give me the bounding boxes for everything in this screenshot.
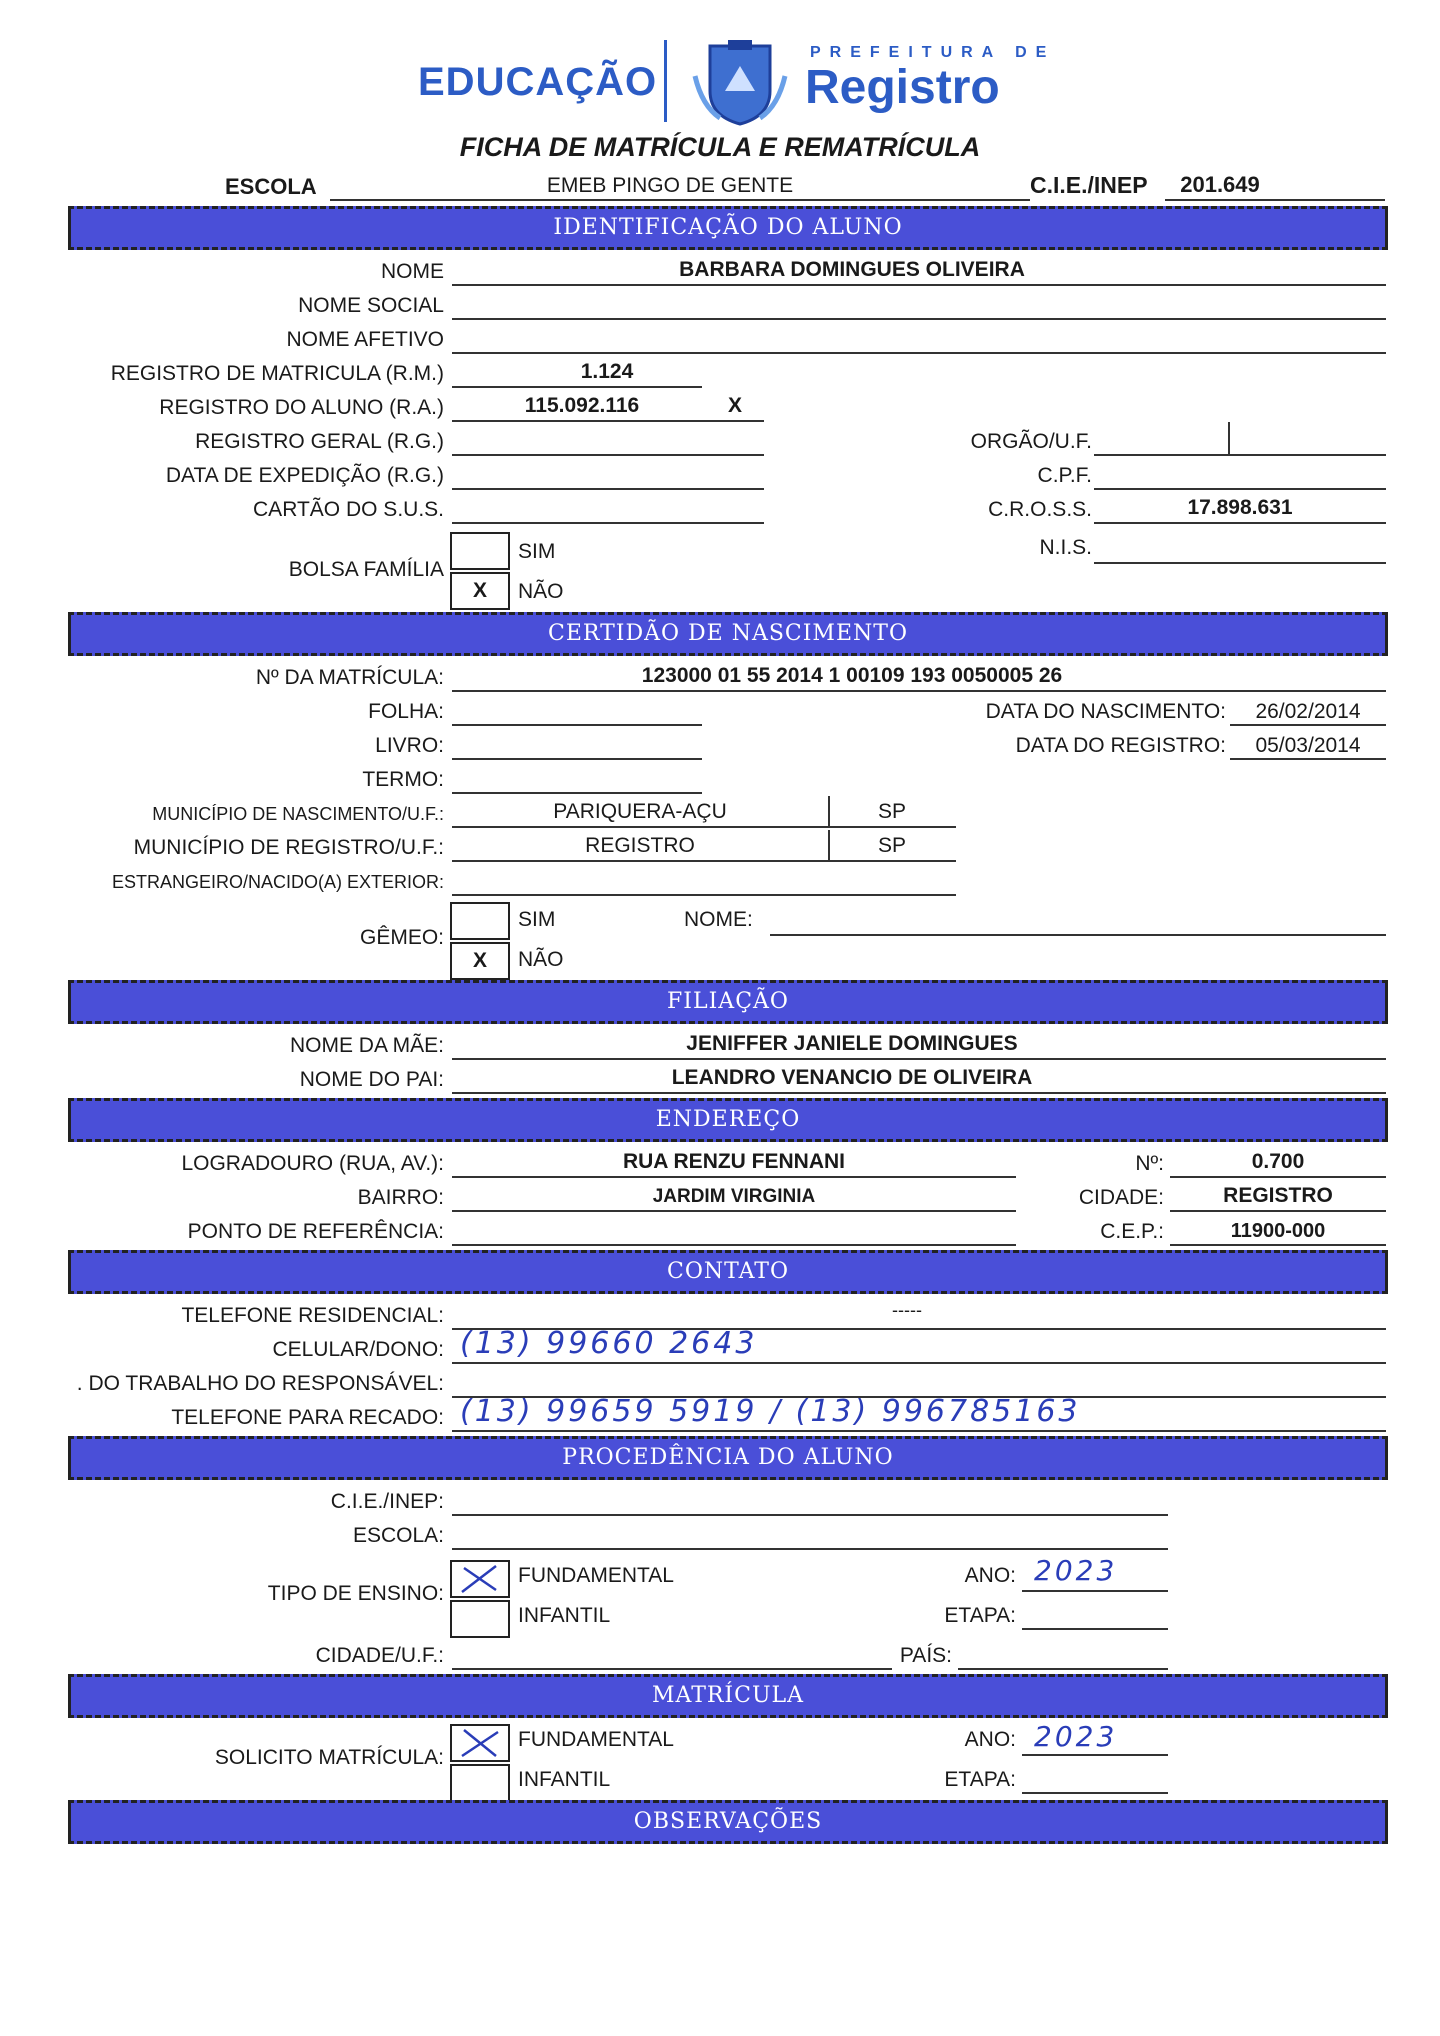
proc-escola-line[interactable] [452, 1548, 1168, 1550]
gemeo-sim-checkbox[interactable] [450, 902, 510, 940]
bairro-value: JARDIM VIRGINIA [652, 1186, 816, 1207]
nome-value: BARBARA DOMINGUES OLIVEIRA [679, 258, 1025, 281]
mat-ano-label: ANO: [964, 1728, 1016, 1751]
logradouro-value: RUA RENZU FENNANI [622, 1150, 846, 1173]
trabalho-label: . DO TRABALHO DO RESPONSÁVEL: [76, 1372, 444, 1395]
mat-ano-value: 2023 [1034, 1720, 1118, 1753]
sus-label: CARTÃO DO S.U.S. [253, 498, 444, 521]
proc-fundamental-label: FUNDAMENTAL [518, 1564, 674, 1587]
section-procedencia: PROCEDÊNCIA DO ALUNO [68, 1436, 1388, 1480]
folha-line[interactable] [452, 724, 702, 726]
bolsa-sim-checkbox[interactable] [450, 532, 510, 570]
bolsa-nao-checkbox[interactable]: X [450, 572, 510, 610]
nome-label: NOME [381, 260, 444, 283]
proc-fundamental-mark [452, 1562, 508, 1596]
ra-label: REGISTRO DO ALUNO (R.A.) [159, 396, 444, 419]
nis-line[interactable] [1094, 562, 1386, 564]
proc-fundamental-checkbox[interactable] [450, 1560, 510, 1598]
rm-value: 1.124 [580, 360, 634, 383]
mun-reg-value: REGISTRO [585, 834, 695, 857]
logradouro-line [452, 1176, 1016, 1178]
cross-value: 17.898.631 [1187, 496, 1293, 519]
cpf-label: C.P.F. [1037, 464, 1092, 487]
celular-label: CELULAR/DONO: [272, 1338, 444, 1361]
proc-ano-line [1022, 1590, 1168, 1592]
gemeo-label: GÊMEO: [359, 926, 444, 949]
celular-value: (13) 99660 2643 [460, 1326, 758, 1361]
estrangeiro-line[interactable] [452, 894, 956, 896]
gemeo-sim-label: SIM [518, 908, 556, 931]
pais-label: PAÍS: [899, 1644, 952, 1667]
rg-line[interactable] [452, 454, 764, 456]
mat-etapa-label: ETAPA: [944, 1768, 1016, 1791]
mat-fundamental-checkbox[interactable] [450, 1724, 510, 1762]
rg-label: REGISTRO GERAL (R.G.) [195, 430, 444, 453]
mun-reg-label: MUNICÍPIO DE REGISTRO/U.F.: [133, 836, 444, 859]
celular-line [452, 1362, 1386, 1364]
expedicao-label: DATA DE EXPEDIÇÃO (R.G.) [165, 464, 444, 487]
solicito-label: SOLICITO MATRÍCULA: [214, 1746, 444, 1769]
mae-value: JENIFFER JANIELE DOMINGUES [686, 1032, 1018, 1055]
section-contato: CONTATO [68, 1250, 1388, 1294]
header [0, 0, 1440, 200]
orgao-line[interactable] [1094, 454, 1386, 456]
residencial-value: ----- [892, 1300, 922, 1320]
mun-nasc-label: MUNICÍPIO DE NASCIMENTO/U.F.: [152, 804, 444, 824]
rm-label: REGISTRO DE MATRICULA (R.M.) [110, 362, 444, 385]
registro-logo-text: Registro [805, 61, 1000, 114]
bairro-label: BAIRRO: [357, 1186, 444, 1209]
escola-value: EMEB PINGO DE GENTE [546, 174, 794, 197]
mat-fundamental-mark [452, 1726, 508, 1760]
cidade-label: CIDADE: [1078, 1186, 1164, 1209]
bolsa-nao-label: NÃO [518, 580, 564, 603]
form-title: FICHA DE MATRÍCULA E REMATRÍCULA [459, 132, 981, 162]
nascimento-line [1230, 724, 1386, 726]
rm-line [452, 386, 702, 388]
referencia-line[interactable] [452, 1244, 1016, 1246]
numero-label: Nº: [1135, 1152, 1164, 1175]
residencial-label: TELEFONE RESIDENCIAL: [181, 1304, 444, 1327]
termo-line[interactable] [452, 792, 702, 794]
mun-reg-uf: SP [877, 834, 906, 857]
nome-line [452, 284, 1386, 286]
proc-inep-label: C.I.E./INEP: [330, 1490, 444, 1513]
escola-label: ESCOLA [225, 174, 317, 199]
inep-label: C.I.E./INEP [1030, 172, 1148, 198]
nome-afetivo-line[interactable] [452, 352, 1386, 354]
nome-social-label: NOME SOCIAL [298, 294, 444, 317]
mae-label: NOME DA MÃE: [289, 1034, 444, 1057]
certidao-matricula-label: Nº DA MATRÍCULA: [255, 666, 444, 689]
mat-fundamental-label: FUNDAMENTAL [518, 1728, 674, 1751]
pai-label: NOME DO PAI: [299, 1068, 444, 1091]
ra-digit: X [727, 394, 742, 417]
nascimento-value: 26/02/2014 [1255, 700, 1361, 723]
cross-line [1094, 522, 1386, 524]
inep-value: 201.649 [1180, 172, 1260, 197]
cep-label: C.E.P.: [1100, 1220, 1164, 1243]
section-endereco: ENDEREÇO [68, 1098, 1388, 1142]
mat-etapa-line[interactable] [1022, 1792, 1168, 1794]
nascimento-label: DATA DO NASCIMENTO: [985, 700, 1226, 723]
livro-label: LIVRO: [375, 734, 444, 757]
recado-line [452, 1430, 1386, 1432]
cep-value: 11900-000 [1230, 1220, 1326, 1242]
proc-escola-label: ESCOLA: [352, 1524, 444, 1547]
recado-value: (13) 99659 5919 / (13) 996785163 [460, 1394, 1081, 1429]
pai-line [452, 1092, 1386, 1094]
cep-line [1170, 1244, 1386, 1246]
proc-etapa-label: ETAPA: [944, 1604, 1016, 1627]
nome-afetivo-label: NOME AFETIVO [286, 328, 444, 351]
referencia-label: PONTO DE REFERÊNCIA: [187, 1220, 444, 1243]
numero-line [1170, 1176, 1386, 1178]
section-certidao: CERTIDÃO DE NASCIMENTO [68, 612, 1388, 656]
certidao-matricula-line [452, 690, 1386, 692]
pai-value: LEANDRO VENANCIO DE OLIVEIRA [671, 1066, 1033, 1089]
section-matricula: MATRÍCULA [68, 1674, 1388, 1718]
termo-label: TERMO: [362, 768, 444, 791]
registro-data-value: 05/03/2014 [1255, 734, 1361, 757]
nome-social-line[interactable] [452, 318, 1386, 320]
nis-label: N.I.S. [1039, 536, 1092, 559]
proc-ano-value: 2023 [1034, 1554, 1118, 1587]
orgao-label: ORGÃO/U.F. [970, 430, 1092, 453]
educacao-logo-text: EDUCAÇÃO [418, 60, 658, 104]
cpf-line[interactable] [1094, 488, 1386, 490]
mat-infantil-label: INFANTIL [518, 1768, 611, 1791]
ra-line [452, 420, 764, 422]
logo-divider [664, 40, 667, 122]
expedicao-line[interactable] [452, 488, 764, 490]
mun-nasc-uf: SP [877, 800, 906, 823]
proc-inep-line[interactable] [452, 1514, 1168, 1516]
estrangeiro-label: ESTRANGEIRO/NACIDO(A) EXTERIOR: [111, 872, 444, 892]
recado-label: TELEFONE PARA RECADO: [171, 1406, 444, 1429]
proc-ano-label: ANO: [964, 1564, 1016, 1587]
numero-value: 0.700 [1251, 1150, 1305, 1173]
registro-data-label: DATA DO REGISTRO: [1015, 734, 1226, 757]
mae-line [452, 1058, 1386, 1060]
orgao-separator [1228, 422, 1230, 456]
gemeo-nao-label: NÃO [518, 948, 564, 971]
proc-infantil-checkbox[interactable] [450, 1600, 510, 1638]
section-filiacao: FILIAÇÃO [68, 980, 1388, 1024]
ra-value: 115.092.116 [524, 394, 640, 417]
logradouro-label: LOGRADOURO (RUA, AV.): [181, 1152, 444, 1175]
prefeitura-de-text: PREFEITURA DE [810, 44, 1056, 61]
cross-label: C.R.O.S.S. [988, 498, 1092, 521]
livro-line[interactable] [452, 758, 702, 760]
cidade-line [1170, 1210, 1386, 1212]
registro-data-line [1230, 758, 1386, 760]
cidade-value: REGISTRO [1223, 1184, 1333, 1207]
bolsa-label: BOLSA FAMÍLIA [288, 558, 444, 581]
bairro-line [452, 1210, 1016, 1212]
tipo-ensino-label: TIPO DE ENSINO: [267, 1582, 444, 1605]
mun-reg-line [452, 860, 956, 862]
mat-infantil-checkbox[interactable] [450, 1764, 510, 1802]
proc-cidade-label: CIDADE/U.F.: [315, 1644, 444, 1667]
escola-line [330, 199, 1030, 201]
section-observacoes: OBSERVAÇÕES [68, 1800, 1388, 1844]
inep-line [1165, 199, 1385, 201]
section-identificacao: IDENTIFICAÇÃO DO ALUNO [68, 206, 1388, 250]
proc-infantil-label: INFANTIL [518, 1604, 611, 1627]
certidao-matricula-value: 123000 01 55 2014 1 00109 193 0050005 26 [641, 664, 1063, 687]
gemeo-nome-line[interactable] [770, 934, 1386, 936]
pais-line[interactable] [958, 1668, 1168, 1670]
sus-line[interactable] [452, 522, 764, 524]
city-crest-icon [690, 36, 790, 126]
mun-nasc-value: PARIQUERA-AÇU [553, 800, 727, 823]
mat-ano-line [1022, 1754, 1168, 1756]
gemeo-nao-checkbox[interactable]: X [450, 942, 510, 980]
folha-label: FOLHA: [368, 700, 444, 723]
proc-cidade-line[interactable] [452, 1668, 892, 1670]
mun-nasc-line [452, 826, 956, 828]
bolsa-sim-label: SIM [518, 540, 556, 563]
proc-etapa-line[interactable] [1022, 1628, 1168, 1630]
gemeo-nome-label: NOME: [684, 908, 753, 931]
